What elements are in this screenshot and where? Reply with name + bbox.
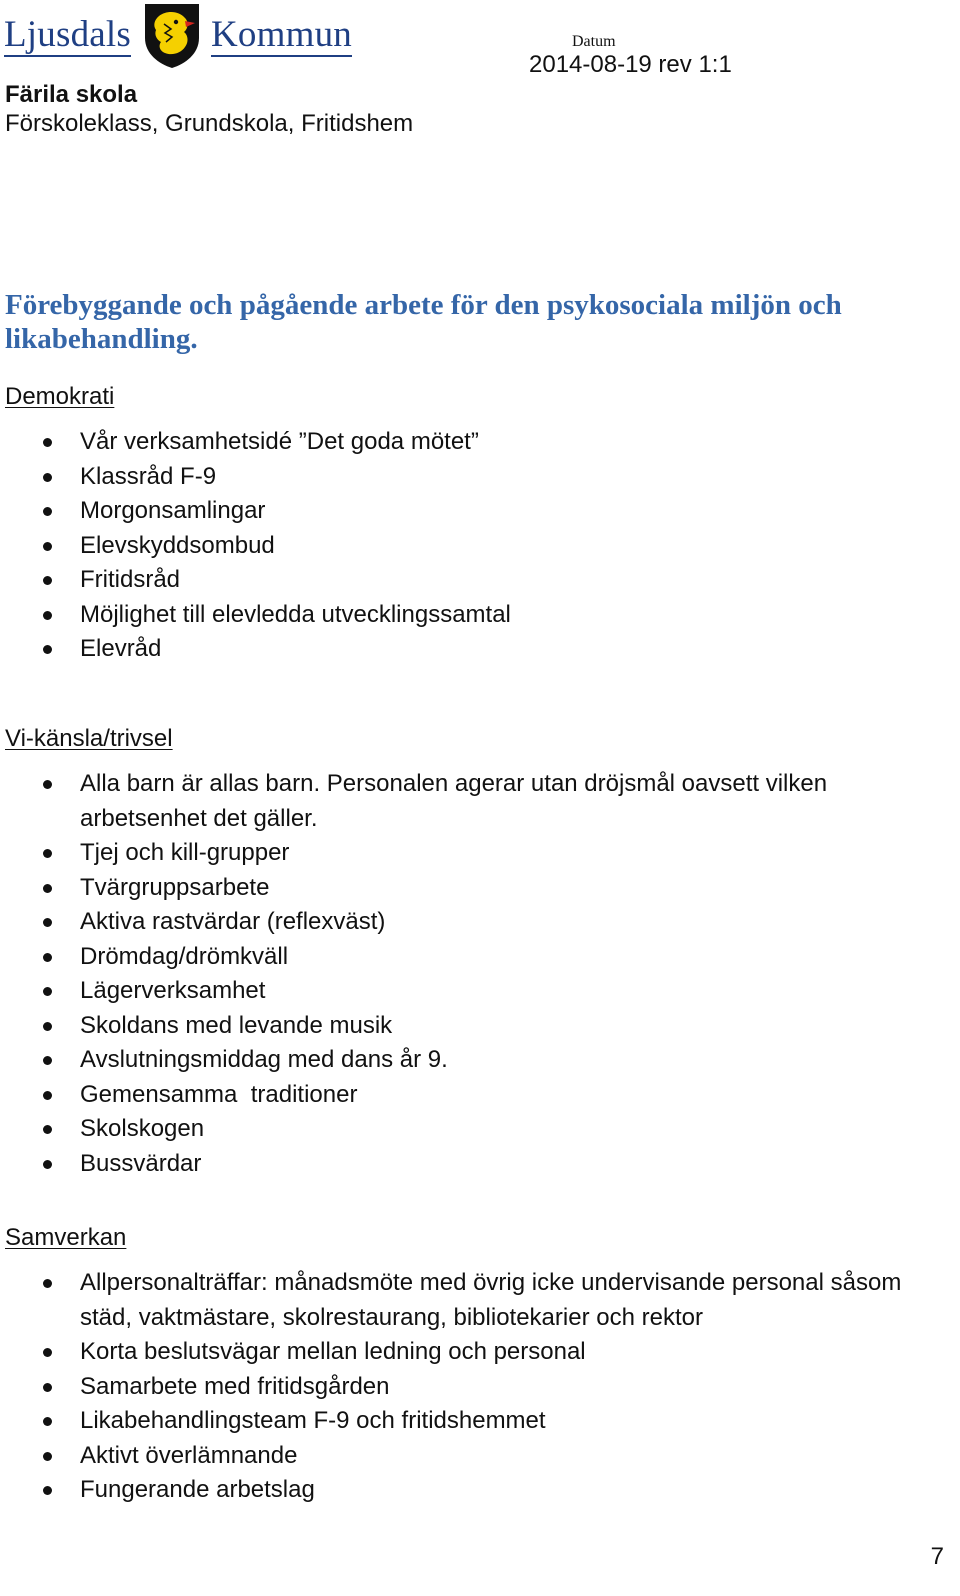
bullet-list-vi-kansla (0, 767, 950, 1181)
page-number: 7 (930, 1543, 944, 1570)
list-item: Aktivt överlämnande (0, 1439, 950, 1474)
list-item: Fritidsråd (0, 563, 950, 598)
list-item: Fungerande arbetslag (0, 1473, 950, 1508)
list-item: Bussvärdar (0, 1147, 950, 1182)
list-item: Aktiva rastvärdar (reflexväst) (0, 905, 950, 940)
list-item: Morgonsamlingar (0, 494, 950, 529)
section-heading-demokrati: Demokrati (5, 383, 115, 410)
list-item: Allpersonalträffar: månadsmöte med övrig icke undervisande personal såsom städ, vaktmästare, skolrestaurang, bibliotekarier och rektor (0, 1266, 940, 1335)
school-name: Färila skola (5, 81, 138, 108)
list-item: Elevskyddsombud (0, 529, 950, 564)
list-item: Samarbete med fritidsgården (0, 1370, 950, 1405)
list-item: Tvärgruppsarbete (0, 871, 950, 906)
bullet-list-samverkan (0, 1266, 950, 1508)
list-item: Klassråd F-9 (0, 460, 950, 495)
list-item: Alla barn är allas barn. Personalen agerar utan dröjsmål oavsett vilken arbetsenhet det gäller. (0, 767, 870, 836)
list-item: Lägerverksamhet (0, 974, 950, 1009)
date-label: Datum (572, 33, 616, 50)
list-item: Möjlighet till elevledda utvecklingssamtal (0, 598, 950, 633)
list-item: Skolskogen (0, 1112, 950, 1147)
list-item: Gemensamma traditioner (0, 1078, 950, 1113)
list-item: Skoldans med levande musik (0, 1009, 950, 1044)
logo-text-left: Ljusdals (4, 13, 131, 55)
section-heading-vi-kansla: Vi-känsla/trivsel (5, 725, 173, 752)
school-subtitle: Förskoleklass, Grundskola, Fritidshem (5, 110, 414, 137)
municipality-logo (4, 2, 352, 70)
date-value: 2014-08-19 rev 1:1 (529, 51, 732, 78)
coat-of-arms-icon (141, 2, 203, 70)
list-item: Korta beslutsvägar mellan ledning och personal (0, 1335, 950, 1370)
bullet-list-demokrati (0, 425, 950, 667)
list-item: Vår verksamhetsidé ”Det goda mötet” (0, 425, 950, 460)
list-item: Avslutningsmiddag med dans år 9. (0, 1043, 950, 1078)
list-item: Tjej och kill-grupper (0, 836, 950, 871)
logo-text-right: Kommun (210, 13, 352, 55)
list-item: Likabehandlingsteam F-9 och fritidshemmet (0, 1404, 950, 1439)
list-item: Elevråd (0, 632, 950, 667)
list-item: Drömdag/drömkväll (0, 940, 950, 975)
section-heading-samverkan: Samverkan (5, 1224, 127, 1251)
document-title: Förebyggande och pågående arbete för den psykosociala miljön och likabehandling. (5, 289, 842, 355)
